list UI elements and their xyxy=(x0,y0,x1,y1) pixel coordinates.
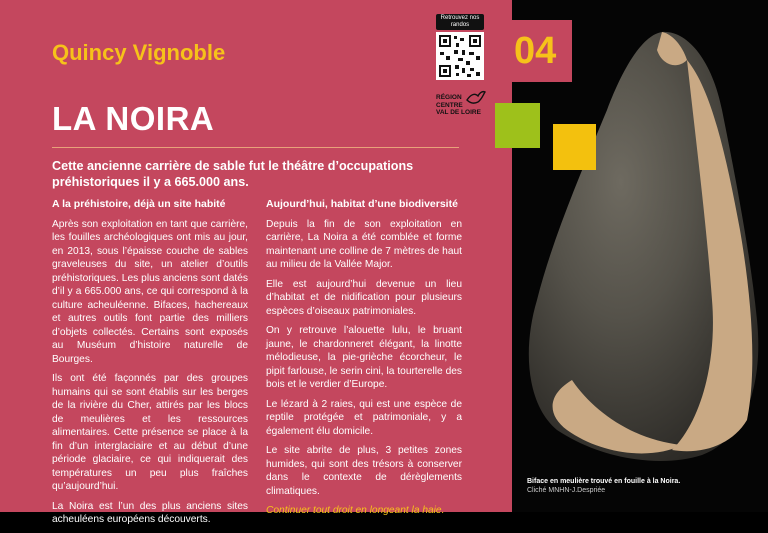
paragraph: Ils ont été façonnés par des groupes humains qui se sont établis sur les berges de la rivière du Cher, attirés par les blocs de meulières et les ressources alimentaires. Cette présence se place à la fin d’un interglaciaire et au début d’une période glaciaire, ce qui indiquerait des températures un peu plus fraîches qu’aujourd’hui. xyxy=(52,373,248,492)
column-biodiversity xyxy=(266,198,462,524)
qr-label: Retrouvez nos randos xyxy=(436,14,484,30)
column-heading: A la préhistoire, déjà un site habité xyxy=(52,198,226,210)
photo-credit: Cliché MNHN-J.Despriée xyxy=(527,487,606,494)
stop-number: 04 xyxy=(514,30,557,72)
qr-code-icon[interactable] xyxy=(436,32,484,80)
region-line: RÉGION xyxy=(436,94,462,101)
location-subtitle: Quincy Vignoble xyxy=(52,40,226,65)
paragraph: Le lézard à 2 raies, qui est une espèce de reptile protégée et patrimoniale, y a également élu domicile. xyxy=(266,398,462,437)
page-title: LA NOIRA xyxy=(52,100,215,137)
column-heading: Aujourd’hui, habitat d’une biodiversité xyxy=(266,198,458,210)
paragraph: Le site abrite de plus, 3 petites zones humides, qui sont des trésors à conserver dans le contexte de dérèglements climatiques. xyxy=(266,445,462,497)
decorative-yellow-square xyxy=(553,124,596,170)
column-prehistory xyxy=(52,198,248,533)
region-line: VAL DE LOIRE xyxy=(436,109,481,116)
paragraph: Elle est aujourd’hui devenue un lieu d’habitat et de nidification pour plusieurs espèces d’oiseaux patrimoniales. xyxy=(266,278,462,317)
decorative-green-square xyxy=(495,103,540,148)
title-divider xyxy=(52,147,459,148)
paragraph: On y retrouve l’alouette lulu, le bruant jaune, le chardonneret élégant, la linotte mélodieuse, la pie-grièche écorcheur, le pipit farlouse, le serin cini, la tourterelle des bois et le verdier d’Europe. xyxy=(266,325,462,390)
intro-text: Cette ancienne carrière de sable fut le théâtre d’occupations préhistoriques il y a 665.000 ans. xyxy=(52,159,414,189)
direction-text: Continuer tout droit en longeant la haie. xyxy=(266,505,445,516)
paragraph: Depuis la fin de son exploitation en carrière, La Noira a été comblée et forme maintenant une colline de 7 mètres de haut au milieu de la Vallée Major. xyxy=(266,218,462,270)
paragraph: La Noira est l’un des plus anciens sites acheuléens européens découverts. xyxy=(52,500,248,525)
region-line: CENTRE xyxy=(436,101,463,109)
photo-caption xyxy=(527,477,680,495)
caption-text: Biface en meulière trouvé en fouille à la Noira. xyxy=(527,478,681,485)
paragraph: Après son exploitation en tant que carrière, les fouilles archéologiques ont mis au jour, en 2013, sous l’épaisse couche de sables graveleuses du site, un atelier d’outils préhistoriques. Les plus anciens sont datés d’il y a 665.000 ans, ce qui correspond à la culture acheuléenne. Bifaces, hachereaux et autres outils font partie des milliers d’objets collectés. Certains sont exposés au Muséum d’histoire naturelle de Bourges. xyxy=(52,218,248,365)
region-bird-icon xyxy=(466,90,486,106)
